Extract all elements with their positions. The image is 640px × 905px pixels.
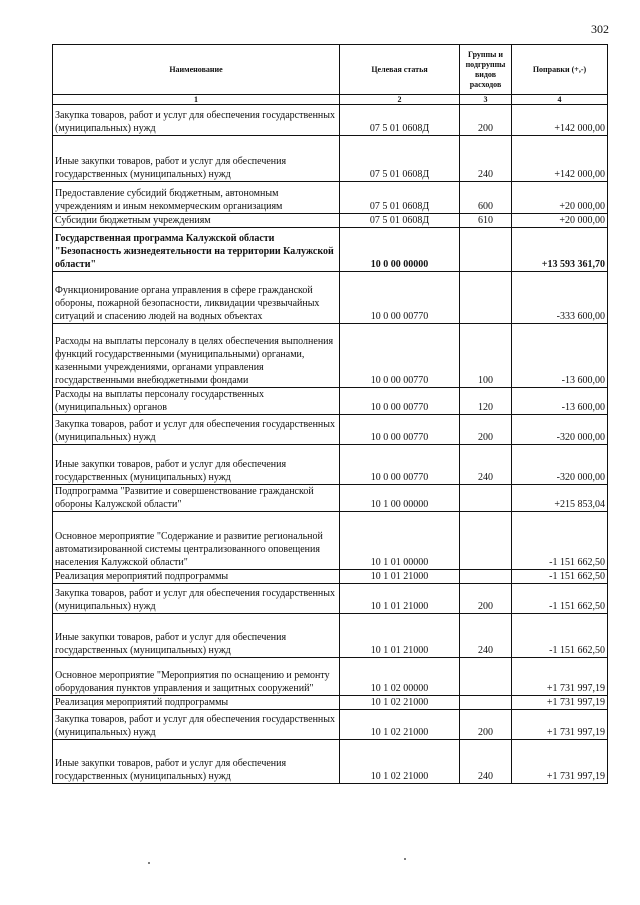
row-amendment-amount: -320 000,00 xyxy=(512,415,608,445)
row-name: Основное мероприятие "Мероприятия по оснащению и ремонту оборудования пунктов управления и защитных сооружений" xyxy=(53,658,340,696)
row-amendment-amount: +1 731 997,19 xyxy=(512,658,608,696)
row-expense-group: 240 xyxy=(460,740,512,784)
column-number: 3 xyxy=(460,95,512,105)
table-row xyxy=(53,105,608,136)
row-amendment-amount: +215 853,04 xyxy=(512,485,608,512)
scan-speck xyxy=(148,862,150,864)
table-row xyxy=(53,445,608,485)
row-expense-group: 100 xyxy=(460,324,512,388)
table-row xyxy=(53,214,608,228)
row-target-article: 10 0 00 00770 xyxy=(340,388,460,415)
row-name: Государственная программа Калужской области "Безопасность жизнедеятельности на территории Калужской области" xyxy=(53,228,340,272)
table-row xyxy=(53,136,608,182)
table-row xyxy=(53,324,608,388)
header-amendments: Поправки (+,-) xyxy=(512,45,608,95)
column-number: 4 xyxy=(512,95,608,105)
header-row xyxy=(53,45,608,95)
row-name: Расходы на выплаты персоналу в целях обеспечения выполнения функций государственными (муниципальными) органами, казенными учреждениями, органами управления государственными внебюджетными фондами xyxy=(53,324,340,388)
row-amendment-amount: -13 600,00 xyxy=(512,388,608,415)
scan-speck xyxy=(404,858,406,860)
row-expense-group: 200 xyxy=(460,105,512,136)
row-expense-group: 200 xyxy=(460,710,512,740)
row-amendment-amount: -320 000,00 xyxy=(512,445,608,485)
row-amendment-amount: -1 151 662,50 xyxy=(512,584,608,614)
table-row xyxy=(53,584,608,614)
row-amendment-amount: +20 000,00 xyxy=(512,214,608,228)
table-row xyxy=(53,570,608,584)
row-target-article: 10 0 00 00770 xyxy=(340,272,460,324)
column-number: 2 xyxy=(340,95,460,105)
table-row xyxy=(53,710,608,740)
row-amendment-amount: -13 600,00 xyxy=(512,324,608,388)
row-expense-group xyxy=(460,570,512,584)
row-expense-group xyxy=(460,696,512,710)
table-row xyxy=(53,740,608,784)
row-expense-group: 610 xyxy=(460,214,512,228)
row-amendment-amount: +1 731 997,19 xyxy=(512,696,608,710)
table-row xyxy=(53,272,608,324)
row-expense-group xyxy=(460,272,512,324)
row-expense-group: 200 xyxy=(460,415,512,445)
page-number: 302 xyxy=(591,22,609,36)
row-name: Субсидии бюджетным учреждениям xyxy=(53,214,340,228)
table-row xyxy=(53,658,608,696)
row-target-article: 10 1 01 21000 xyxy=(340,614,460,658)
row-amendment-amount: +142 000,00 xyxy=(512,136,608,182)
header-name: Наименование xyxy=(53,45,340,95)
row-name: Функционирование органа управления в сфере гражданской обороны, пожарной безопасности, ликвидации чрезвычайных ситуаций и спасению людей на водных объектах xyxy=(53,272,340,324)
row-name: Закупка товаров, работ и услуг для обеспечения государственных (муниципальных) нужд xyxy=(53,710,340,740)
row-target-article: 07 5 01 0608Д xyxy=(340,214,460,228)
row-expense-group: 240 xyxy=(460,136,512,182)
row-target-article: 10 1 01 00000 xyxy=(340,512,460,570)
row-name: Подпрограмма "Развитие и совершенствование гражданской обороны Калужской области" xyxy=(53,485,340,512)
row-expense-group xyxy=(460,228,512,272)
row-name: Иные закупки товаров, работ и услуг для обеспечения государственных (муниципальных) нужд xyxy=(53,614,340,658)
row-name: Иные закупки товаров, работ и услуг для обеспечения государственных (муниципальных) нужд xyxy=(53,136,340,182)
row-target-article: 10 0 00 00770 xyxy=(340,324,460,388)
row-target-article: 10 0 00 00770 xyxy=(340,415,460,445)
row-target-article: 10 1 02 21000 xyxy=(340,740,460,784)
row-target-article: 10 1 01 21000 xyxy=(340,584,460,614)
row-amendment-amount: -1 151 662,50 xyxy=(512,570,608,584)
row-expense-group: 600 xyxy=(460,182,512,214)
row-expense-group: 240 xyxy=(460,445,512,485)
row-target-article: 07 5 01 0608Д xyxy=(340,182,460,214)
table-body xyxy=(53,105,608,784)
row-name: Расходы на выплаты персоналу государственных (муниципальных) органов xyxy=(53,388,340,415)
row-expense-group: 120 xyxy=(460,388,512,415)
row-amendment-amount: -333 600,00 xyxy=(512,272,608,324)
table-row xyxy=(53,614,608,658)
row-amendment-amount: +13 593 361,70 xyxy=(512,228,608,272)
row-expense-group xyxy=(460,485,512,512)
row-amendment-amount: -1 151 662,50 xyxy=(512,512,608,570)
row-name: Реализация мероприятий подпрограммы xyxy=(53,570,340,584)
row-name: Реализация мероприятий подпрограммы xyxy=(53,696,340,710)
row-target-article: 10 1 02 21000 xyxy=(340,696,460,710)
row-name: Закупка товаров, работ и услуг для обеспечения государственных (муниципальных) нужд xyxy=(53,584,340,614)
table-row xyxy=(53,696,608,710)
row-name: Закупка товаров, работ и услуг для обеспечения государственных (муниципальных) нужд xyxy=(53,415,340,445)
header-groups: Группы и подгруппы видов расходов xyxy=(460,45,512,95)
row-name: Иные закупки товаров, работ и услуг для обеспечения государственных (муниципальных) нужд xyxy=(53,740,340,784)
table-row xyxy=(53,415,608,445)
row-name: Предоставление субсидий бюджетным, автономным учреждениям и иным некоммерческим организациям xyxy=(53,182,340,214)
row-target-article: 07 5 01 0608Д xyxy=(340,105,460,136)
budget-table xyxy=(52,44,608,784)
row-amendment-amount: +1 731 997,19 xyxy=(512,710,608,740)
column-number: 1 xyxy=(53,95,340,105)
row-amendment-amount: +20 000,00 xyxy=(512,182,608,214)
row-target-article: 10 0 00 00770 xyxy=(340,445,460,485)
row-expense-group xyxy=(460,512,512,570)
column-number-row xyxy=(53,95,608,105)
row-target-article: 10 0 00 00000 xyxy=(340,228,460,272)
row-name: Иные закупки товаров, работ и услуг для обеспечения государственных (муниципальных) нужд xyxy=(53,445,340,485)
row-expense-group: 240 xyxy=(460,614,512,658)
row-name: Основное мероприятие "Содержание и развитие региональной автоматизированной системы централизованного оповещения населения Калужской области" xyxy=(53,512,340,570)
header-target-article: Целевая статья xyxy=(340,45,460,95)
row-amendment-amount: -1 151 662,50 xyxy=(512,614,608,658)
table-row xyxy=(53,388,608,415)
row-target-article: 10 1 02 21000 xyxy=(340,710,460,740)
row-target-article: 10 1 01 21000 xyxy=(340,570,460,584)
row-name: Закупка товаров, работ и услуг для обеспечения государственных (муниципальных) нужд xyxy=(53,105,340,136)
table-row xyxy=(53,512,608,570)
row-amendment-amount: +1 731 997,19 xyxy=(512,740,608,784)
row-expense-group: 200 xyxy=(460,584,512,614)
table-row xyxy=(53,485,608,512)
row-target-article: 07 5 01 0608Д xyxy=(340,136,460,182)
row-expense-group xyxy=(460,658,512,696)
table-row xyxy=(53,228,608,272)
table-row xyxy=(53,182,608,214)
row-amendment-amount: +142 000,00 xyxy=(512,105,608,136)
row-target-article: 10 1 02 00000 xyxy=(340,658,460,696)
row-target-article: 10 1 00 00000 xyxy=(340,485,460,512)
